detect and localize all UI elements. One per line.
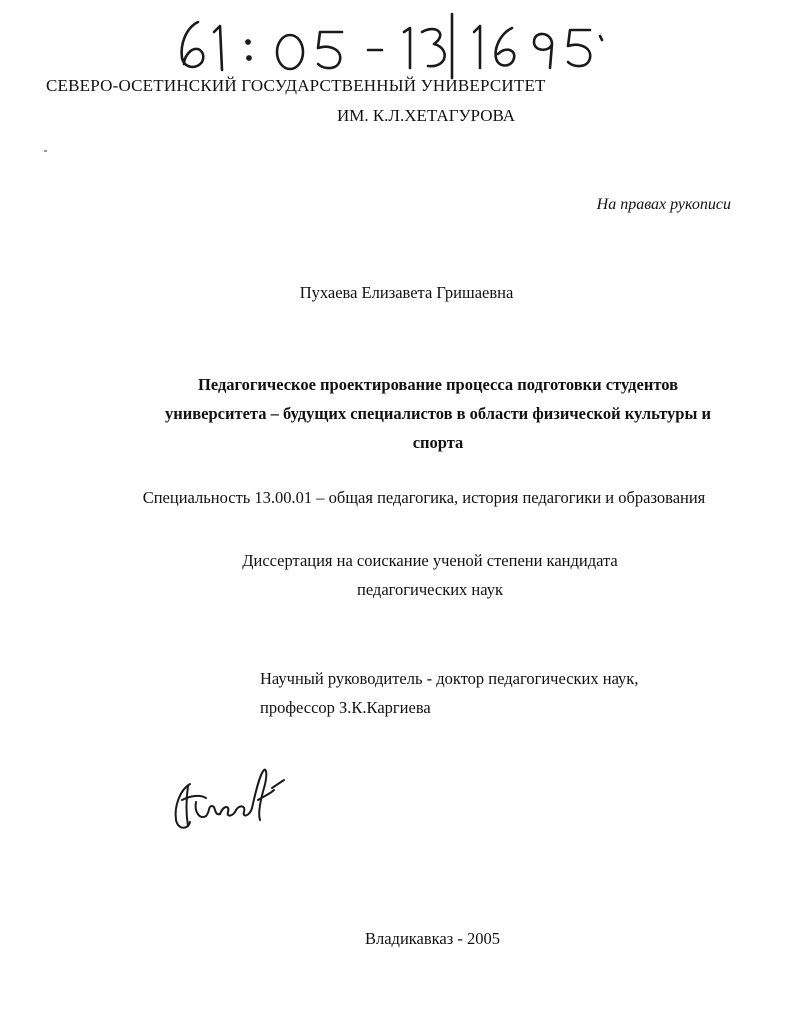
university-name-line2: ИМ. К.Л.ХЕТАГУРОВА [336, 106, 516, 125]
specialty-line: Специальность 13.00.01 – общая педагогика, история педагогики и образования [142, 488, 706, 507]
manuscript-rights-note: На правах рукописи [596, 196, 731, 213]
handwritten-registration-number [172, 8, 612, 80]
author-signature [160, 760, 290, 840]
university-name-line1: СЕВЕРО-ОСЕТИНСКИЙ ГОСУДАРСТВЕННЫЙ УНИВЕРСИТЕТ [46, 76, 546, 95]
city-and-year: Владикавказ - 2005 [364, 929, 501, 948]
advisor-line2: профессор З.К.Каргиева [260, 698, 431, 717]
scan-speck [44, 150, 47, 152]
dissertation-degree [200, 546, 660, 604]
dissertation-title [110, 370, 766, 457]
degree-line2: педагогических наук [356, 580, 504, 599]
degree-line1: Диссертация на соискание ученой степени кандидата [242, 551, 618, 570]
author-name: Пухаева Елизавета Гришаевна [299, 283, 514, 302]
title-line1: Педагогическое проектирование процесса подготовки студентов [198, 375, 678, 394]
title-line2: университета – будущих специалистов в области физической культуры и [164, 404, 711, 423]
scientific-advisor [260, 664, 638, 722]
title-line3: спорта [412, 433, 464, 452]
advisor-line1: Научный руководитель - доктор педагогических наук, [260, 669, 639, 688]
